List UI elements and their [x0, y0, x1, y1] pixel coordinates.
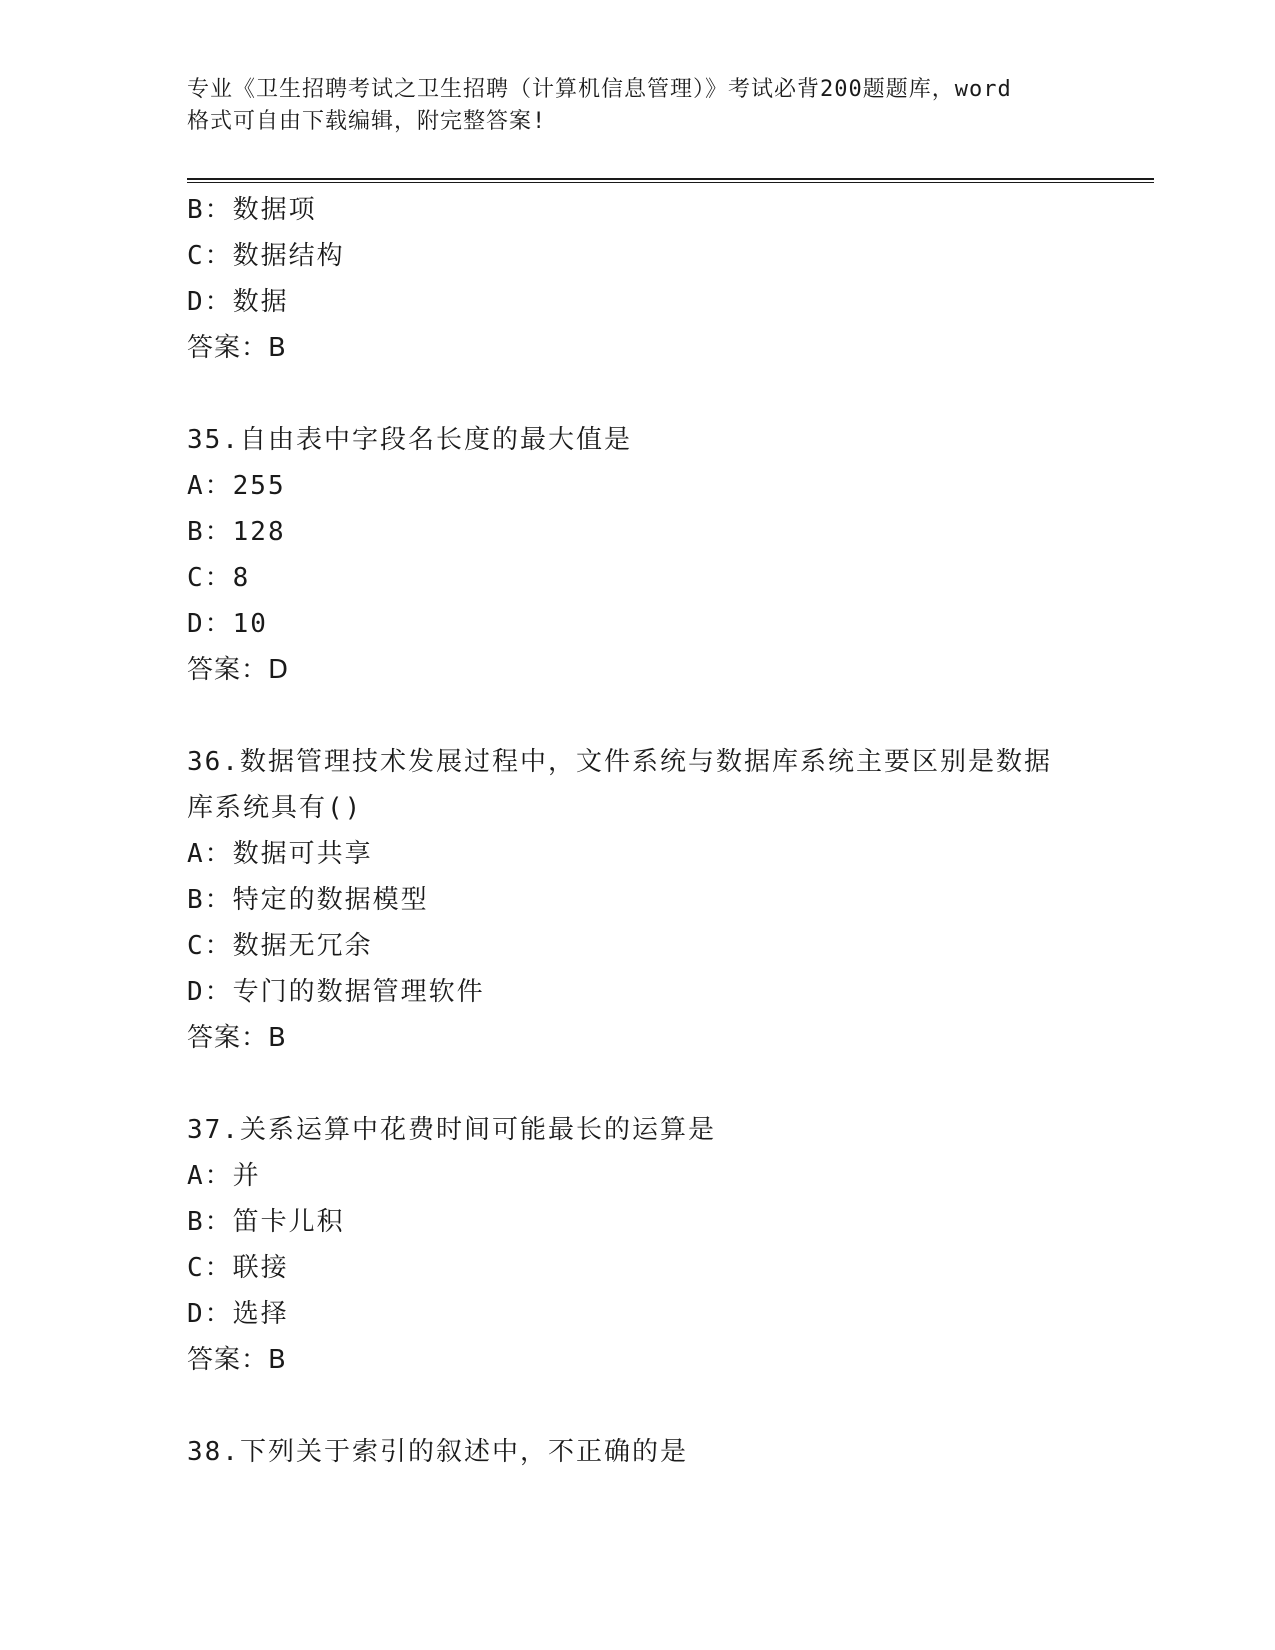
option-d: D：数据 [187, 287, 289, 317]
option-b: B：128 [187, 517, 286, 547]
option-c: C：8 [187, 563, 251, 593]
spacer [187, 693, 1087, 739]
question-block-35 [187, 417, 1087, 693]
option-a: A：并 [187, 1161, 261, 1191]
question-block-prev [187, 187, 1087, 371]
question-text: 38.下列关于索引的叙述中，不正确的是 [187, 1437, 688, 1467]
option-b: B：数据项 [187, 195, 317, 225]
question-block-37 [187, 1107, 1087, 1383]
spacer [187, 1383, 1087, 1429]
header-divider [187, 178, 1154, 183]
question-block-36 [187, 739, 1087, 1061]
document-header [187, 74, 1087, 138]
option-b: B：特定的数据模型 [187, 885, 429, 915]
answer-line: 答案：B [187, 333, 287, 363]
question-text-line-1: 36.数据管理技术发展过程中，文件系统与数据库系统主要区别是数据 [187, 747, 1052, 777]
header-line-2: 格式可自由下载编辑，附完整答案! [187, 109, 547, 134]
question-text-line-2: 库系统具有() [187, 793, 363, 823]
question-text: 35.自由表中字段名长度的最大值是 [187, 425, 632, 455]
option-d: D：10 [187, 609, 268, 639]
option-b: B：笛卡儿积 [187, 1207, 345, 1237]
spacer [187, 371, 1087, 417]
option-c: C：数据无冗余 [187, 931, 373, 961]
option-a: A：数据可共享 [187, 839, 373, 869]
question-block-38 [187, 1429, 1087, 1475]
option-d: D：选择 [187, 1299, 289, 1329]
answer-line: 答案：D [187, 655, 290, 685]
question-list [187, 187, 1087, 1475]
option-c: C：联接 [187, 1253, 289, 1283]
option-d: D：专门的数据管理软件 [187, 977, 485, 1007]
header-line-1: 专业《卫生招聘考试之卫生招聘（计算机信息管理）》考试必背200题题库，word [187, 77, 1012, 102]
question-text: 37.关系运算中花费时间可能最长的运算是 [187, 1115, 716, 1145]
spacer [187, 1061, 1087, 1107]
answer-line: 答案：B [187, 1023, 287, 1053]
option-c: C：数据结构 [187, 241, 345, 271]
answer-line: 答案：B [187, 1345, 287, 1375]
option-a: A：255 [187, 471, 286, 501]
